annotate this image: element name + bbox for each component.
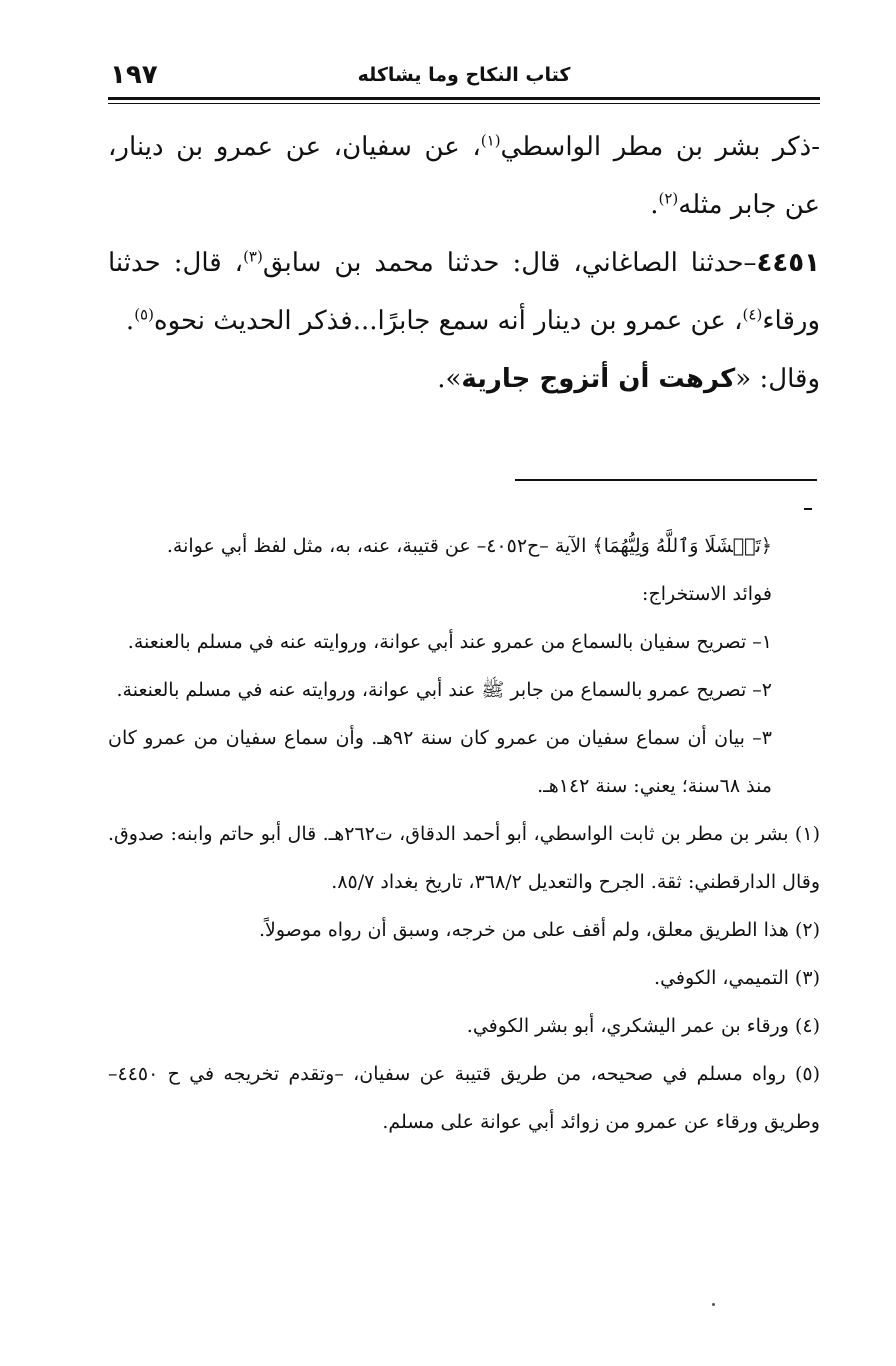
footnote-separator — [515, 479, 817, 481]
para2-e: . — [125, 306, 135, 336]
page-number: ١٩٧ — [110, 60, 158, 90]
hadith-number: ٤٤٥١ — [756, 248, 820, 278]
benefit-2: ٢– تصريح عمرو بالسماع من جابر ﷺ عند أبي عوانة، وروايته عنه في مسلم بالعنعنة. — [116, 679, 772, 701]
stray-mark — [712, 1303, 715, 1306]
footnote-ref-1: (١) — [480, 131, 501, 150]
footnote-5: (٥) رواه مسلم في صحيحه، من طريق قتيبة عن سفيان، –وتقدم تخريجه في ح ٤٤٥٠– وطريق ورقاء عن عمرو من زوائد أبي عوانة على مسلم. — [108, 1063, 820, 1133]
benefit-3: ٣– بيان أن سماع سفيان من عمرو كان سنة ٩٢هـ. وأن سماع سفيان من عمرو كان منذ ٦٨سنة؛ يعني: سنة ١٤٢هـ. — [108, 727, 772, 797]
footnote-ref-3: (٣) — [243, 247, 263, 266]
benefits-title: فوائد الاستخراج: — [642, 583, 772, 605]
main-text — [108, 118, 820, 408]
benefit-1: ١– تصريح سفيان بالسماع من عمرو عند أبي عوانة، وروايته عنه في مسلم بالعنعنة. — [127, 631, 772, 653]
para3-prefix: وقال: « — [735, 364, 820, 394]
continuation-mark — [804, 508, 812, 510]
footnote-1: (١) بشر بن مطر بن ثابت الواسطي، أبو أحمد الدقاق، ت٢٦٢هـ. قال أبو حاتم وابنه: صدوق. وقال الدارقطني: ثقة. الجرح والتعديل ٣٦٨/٢، تاريخ بغداد ٨٥/٧. — [108, 823, 820, 893]
paragraph-3 — [108, 350, 820, 408]
para2-b: ، قال: — [173, 248, 244, 278]
footnote-ref-5: (٥) — [134, 305, 154, 324]
header-rule-thick — [108, 97, 820, 100]
para2-c: حدثنا ورقاء — [108, 248, 820, 336]
para3-suffix: ». — [437, 364, 462, 394]
para1-end: . — [650, 190, 659, 220]
footnote-2: (٢) هذا الطريق معلق، ولم أقف على من خرجه، وسبق أن رواه موصولاً. — [258, 919, 820, 941]
para1-line1b: ، عن سفيان، عن عمرو بن دينار، — [108, 132, 481, 162]
running-header — [108, 60, 820, 100]
footnotes — [108, 522, 820, 1146]
para3-quote: كرهت أن أتزوج جارية — [461, 364, 736, 394]
para2-d: ، عن عمرو بن دينار أنه سمع جابرًا...فذكر الحديث نحوه — [153, 306, 743, 336]
header-rule-thin — [108, 103, 820, 104]
paragraph-2 — [108, 234, 820, 350]
header-title: كتاب النكاح وما يشاكله — [357, 64, 571, 86]
footnote-ref-4: (٤) — [742, 305, 763, 324]
paragraph-1 — [108, 118, 820, 234]
footnote-continuation: ﴿تَفۡشَلَا وَٱللَّهُ وَلِيُّهُمَا﴾ الآية –ح٤٠٥٢– عن قتيبة، عنه، به، مثل لفظ أبي عوانة. — [166, 535, 772, 557]
para1-line2: عن جابر مثله — [678, 190, 820, 220]
para2-a: –حدثنا الصاغاني، قال: حدثنا محمد بن سابق — [262, 248, 757, 278]
footnote-3: (٣) التميمي، الكوفي. — [654, 967, 820, 989]
footnote-ref-2: (٢) — [658, 189, 679, 208]
para1-line1: -ذكر بشر بن مطر الواسطي — [500, 132, 820, 162]
footnote-4: (٤) ورقاء بن عمر اليشكري، أبو بشر الكوفي. — [466, 1015, 820, 1037]
